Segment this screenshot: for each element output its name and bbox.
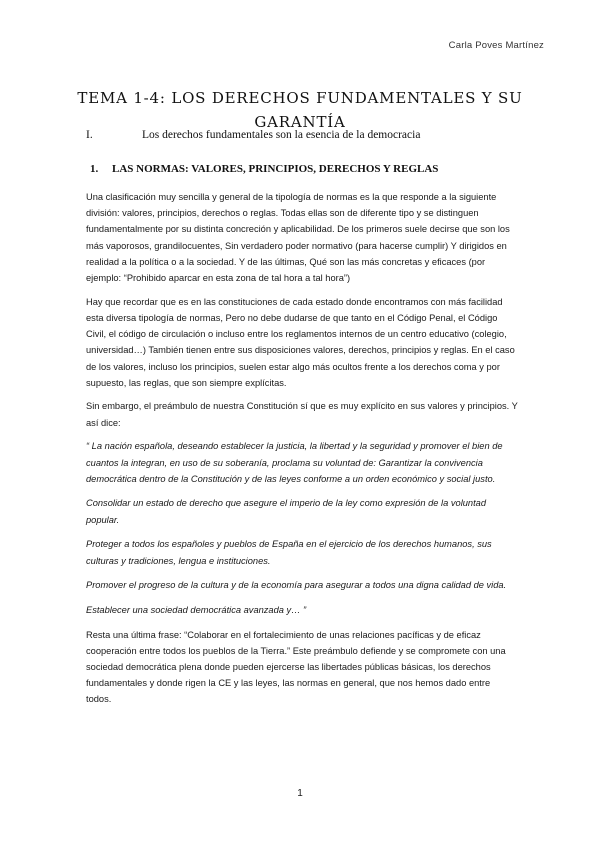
subsection-title: LAS NORMAS: VALORES, PRINCIPIOS, DERECHOS Y REGLAS [112,163,439,175]
paragraph: Una clasificación muy sencilla y general de la tipología de normas es la que responde a la siguiente división: valores, principios, derechos o reglas. Todas ellas son de diferente tipo y se distinguen fundamentalmente por su distinta concreción y aplicabilidad. De los primeros suele decirse que son los más vaporosos, grandilocuentes, Sin verdadero poder normativo (para hacerse cumplir) Y dirigidos en realidad a la política o a la sociedad. Y de las últimas, Qué son las más concretas y eficaces (por ejemplo: “Prohibido aparcar en esta zona de tal hora a tal hora”) [86,192,510,284]
quote-paragraph: Proteger a todos los españoles y pueblos de España en el ejercicio de los derechos humanos, sus culturas y tradiciones, lengua e instituciones. [86,539,492,566]
closing-paragraph: Resta una última frase: “Colaborar en el fortalecimiento de unas relaciones pacíficas y de eficaz cooperación entre todos los pueblos de la Tierra.” Este preámbulo defiende y se compromete con una sociedad democrática plena donde pueden ejercerse las libertades públicas básicas, los derechos fundamentales y donde rigen la CE y las leyes, las normas en general, que nos hemos dado entre todos. [86,629,506,705]
section-title: Los derechos fundamentales son la esencia de la democracia [142,129,421,141]
section-heading [86,129,546,141]
subsection-number: 1. [90,163,99,175]
quote-paragraph: Consolidar un estado de derecho que asegure el imperio de la ley como expresión de la voluntad popular. [86,498,487,525]
page-number: 1 [297,788,303,799]
document-title: TEMA 1-4: LOS DERECHOS FUNDAMENTALES Y SU GARANTÍA [77,89,523,132]
quote-paragraph: Establecer una sociedad democrática avanzada y… ” [86,604,307,615]
document-body [86,189,518,715]
quote-paragraph: Promover el progreso de la cultura y de la economía para asegurar a todos una digna calidad de vida. [86,580,507,591]
paragraph: Sin embargo, el preámbulo de nuestra Constitución sí que es muy explícito en sus valores y principios. Y así dice: [86,401,518,428]
section-number: I. [86,129,93,141]
paragraph: Hay que recordar que es en las constituciones de cada estado donde encontramos con más facilidad esta diversa tipología de normas, Pero no debe dudarse de que tanto en el Código Penal, el Código Civil, el código de circulación o incluso entre los reglamentos internos de un centro educativo (colegio, universidad…) También tienen entre sus disposiciones valores, derechos, principios y reglas. En el caso de los valores, incluso los principios, suelen estar algo más ocultos frente a los derechos coma y por supuesto, las reglas, que son siempre explícitas. [86,296,515,388]
header-author: Carla Poves Martínez [448,40,544,51]
subsection-heading [90,163,530,175]
quote-paragraph: “ La nación española, deseando establecer la justicia, la libertad y la seguridad y promover el bien de cuantos la integran, en uso de su soberanía, proclama su voluntad de: Garantizar la convivencia democrática dentro de la Constitución y de las leyes conforme a un orden económico y social justo. [86,441,503,484]
